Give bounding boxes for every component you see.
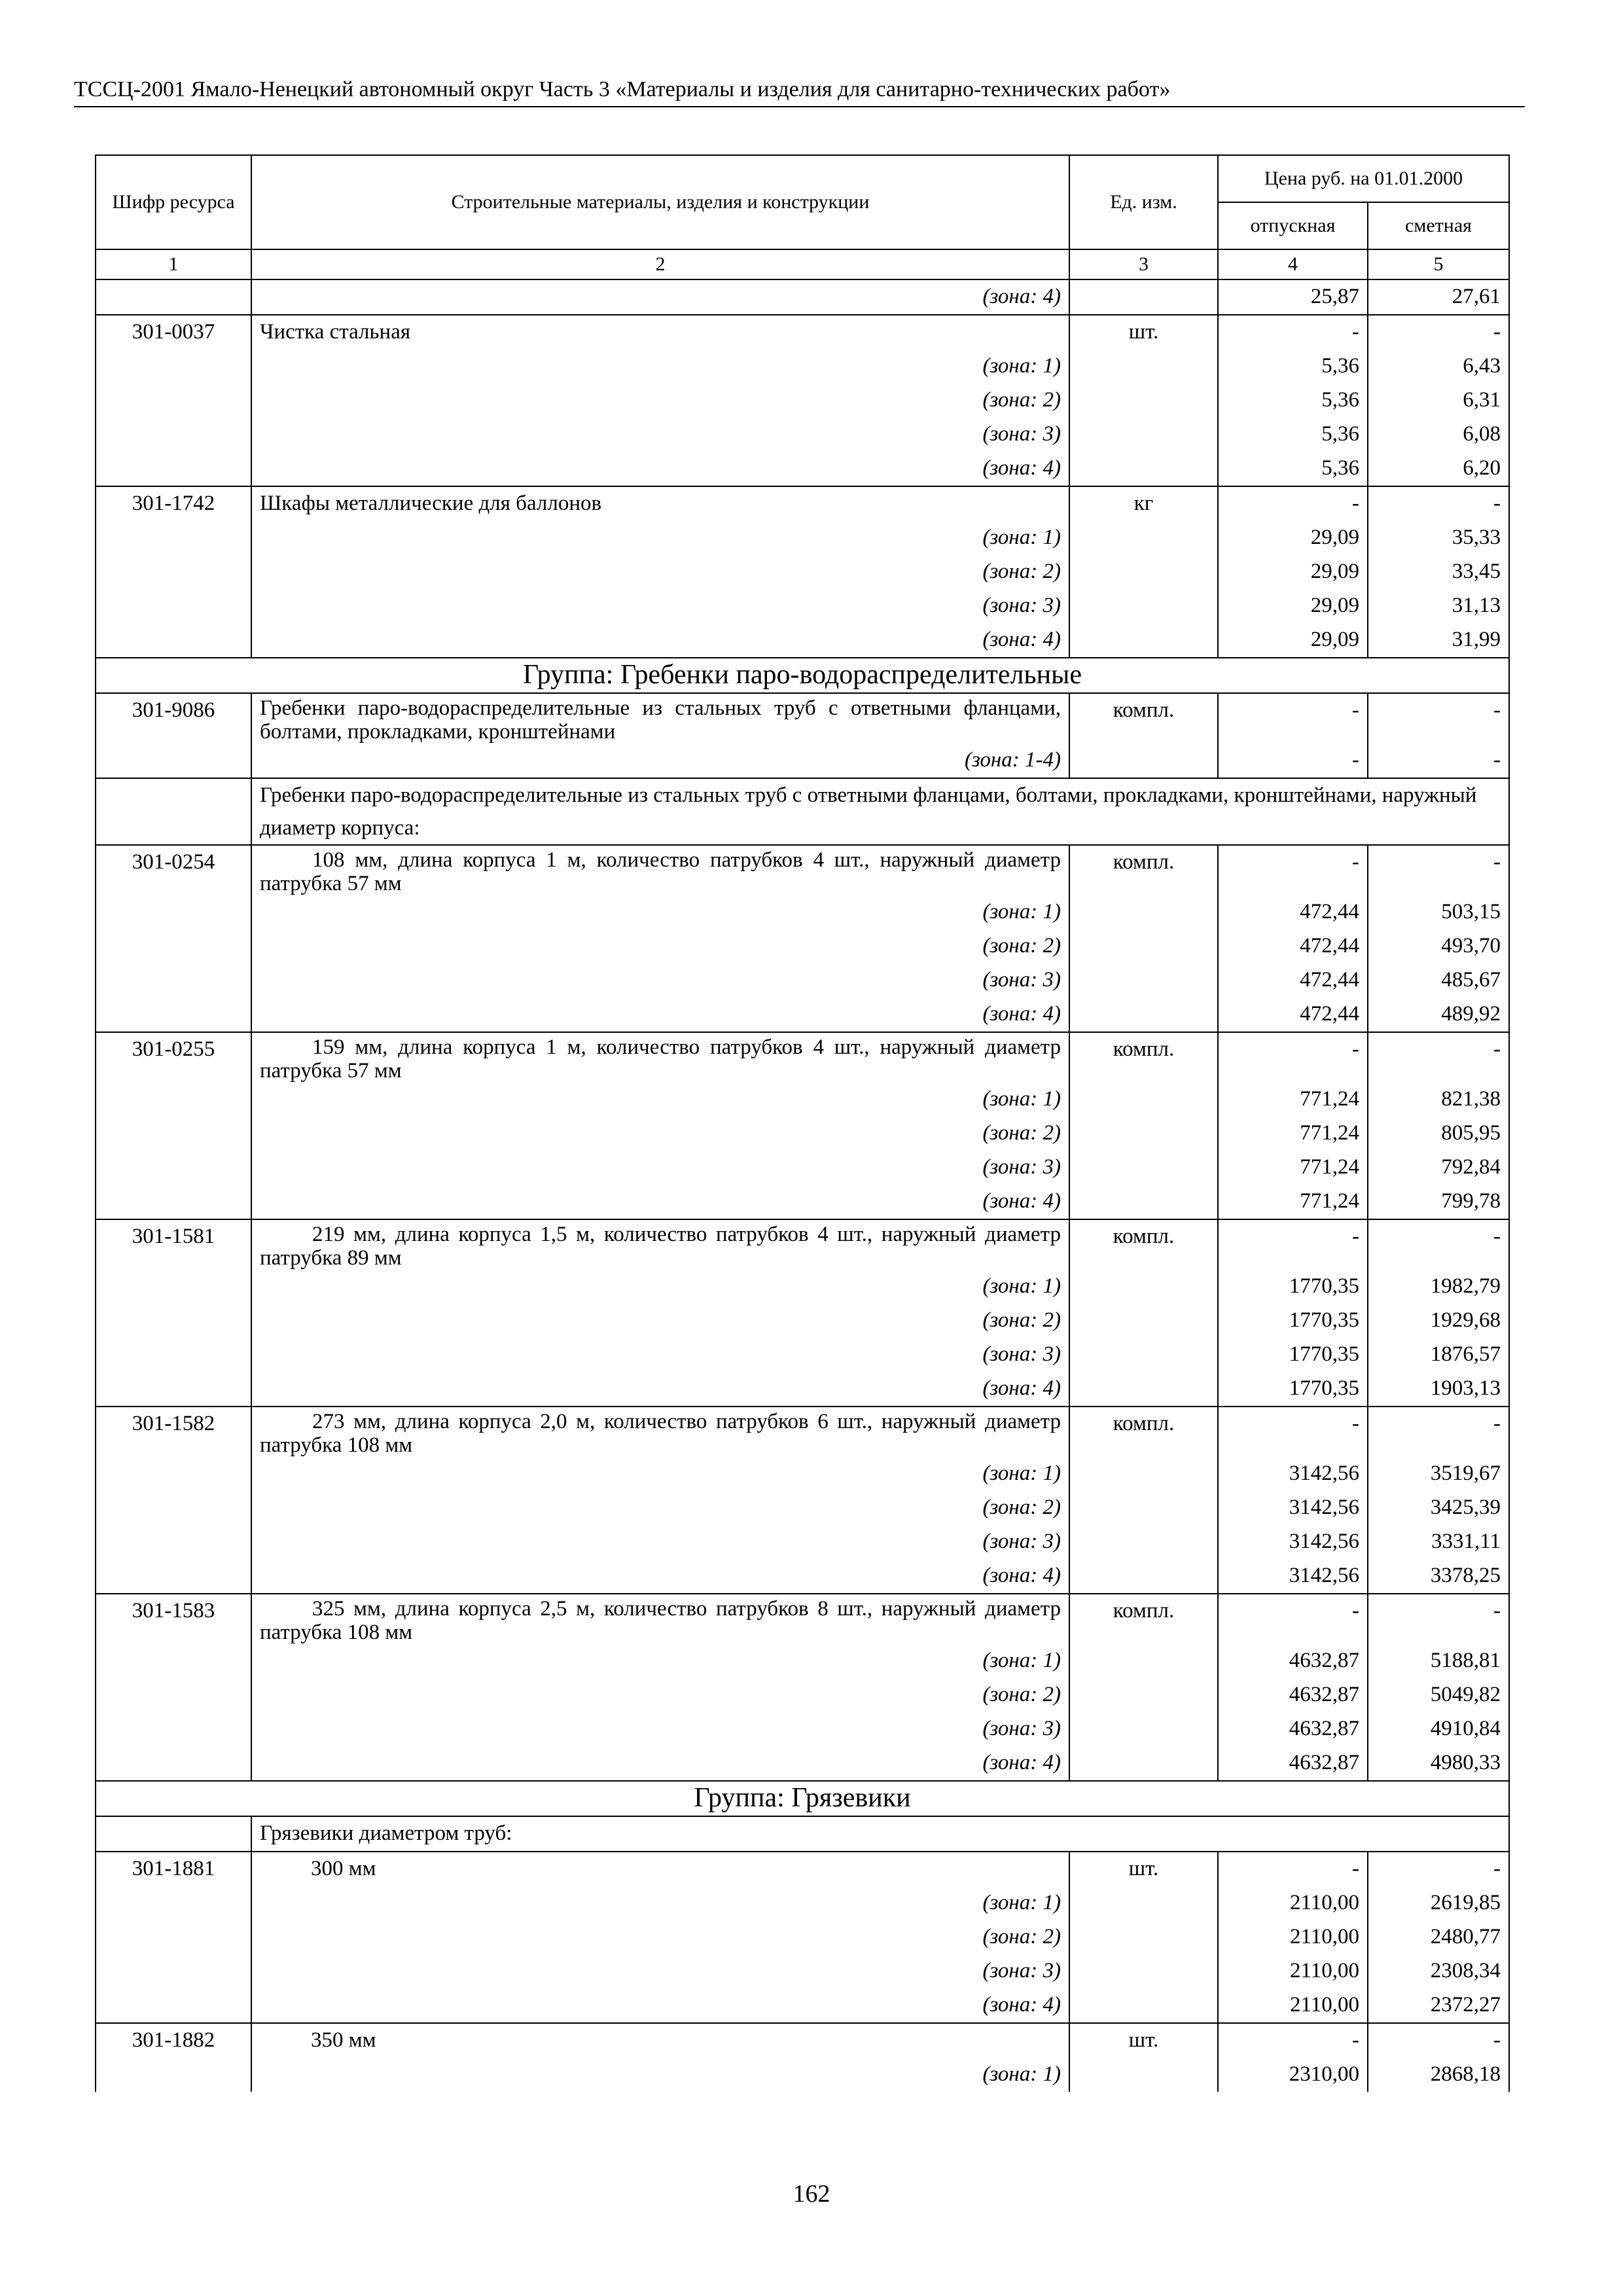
estimate-price: 1876,57	[1368, 1338, 1509, 1372]
zone-label: (зона: 3)	[251, 1954, 1069, 1988]
zone-label: (зона: 3)	[251, 963, 1069, 997]
zone-label: (зона: 3)	[251, 1338, 1069, 1372]
table-row	[96, 1372, 1509, 1407]
unit: компл.	[1069, 1407, 1218, 1457]
table-row	[96, 1525, 1509, 1559]
table-row	[96, 693, 1509, 744]
release-price: 1770,35	[1218, 1270, 1368, 1304]
zone-label: (зона: 4)	[251, 1746, 1069, 1781]
table-row	[96, 1852, 1509, 1886]
zone-label: (зона: 2)	[251, 384, 1069, 418]
item-name: 350 мм	[251, 2023, 1069, 2058]
estimate-price: -	[1368, 1594, 1509, 1644]
release-price: 3142,56	[1218, 1491, 1368, 1525]
resource-code: 301-0255	[96, 1032, 251, 1083]
estimate-price: 3378,25	[1368, 1559, 1509, 1594]
table-row	[96, 452, 1509, 486]
release-price: -	[1218, 1407, 1368, 1457]
estimate-price: 6,31	[1368, 384, 1509, 418]
table-row	[96, 1559, 1509, 1594]
estimate-price: 485,67	[1368, 963, 1509, 997]
subheading-row	[96, 1816, 1509, 1852]
release-price: 4632,87	[1218, 1644, 1368, 1678]
release-price: -	[1218, 1594, 1368, 1644]
estimate-price: 3519,67	[1368, 1457, 1509, 1491]
estimate-price: -	[1368, 693, 1509, 744]
group-heading-row	[96, 1781, 1509, 1816]
table-row	[96, 1712, 1509, 1746]
estimate-price: -	[1368, 1219, 1509, 1270]
release-price: -	[1218, 315, 1368, 350]
release-price: 3142,56	[1218, 1457, 1368, 1491]
zone-label: (зона: 1)	[251, 895, 1069, 929]
zone-label: (зона: 4)	[251, 1372, 1069, 1407]
zone-label: (зона: 1)	[251, 2058, 1069, 2092]
table-row	[96, 895, 1509, 929]
estimate-price: 2868,18	[1368, 2058, 1509, 2092]
resource-code: 301-1881	[96, 1852, 251, 1886]
group-heading: Группа: Гребенки паро-водораспределительные	[96, 658, 1509, 693]
release-price: 1770,35	[1218, 1304, 1368, 1338]
item-name: 219 мм, длина корпуса 1,5 м, количество патрубков 4 шт., наружный диаметр патрубка 89 мм	[251, 1219, 1069, 1270]
zone-label: (зона: 2)	[251, 1117, 1069, 1151]
table-row	[96, 1270, 1509, 1304]
zone-label: (зона: 2)	[251, 1920, 1069, 1954]
header-price: Цена руб. на 01.01.2000	[1218, 155, 1509, 202]
release-price: -	[1218, 486, 1368, 521]
estimate-price: 3425,39	[1368, 1491, 1509, 1525]
group-heading: Группа: Грязевики	[96, 1781, 1509, 1816]
release-price: 29,09	[1218, 623, 1368, 658]
estimate-price: -	[1368, 744, 1509, 778]
release-price: 771,24	[1218, 1151, 1368, 1185]
release-price: 1770,35	[1218, 1338, 1368, 1372]
table-row	[96, 1594, 1509, 1644]
table-row	[96, 2023, 1509, 2058]
resource-code: 301-9086	[96, 693, 251, 744]
zone-label: (зона: 3)	[251, 418, 1069, 452]
unit: компл.	[1069, 1219, 1218, 1270]
zone-label: (зона: 1)	[251, 1644, 1069, 1678]
header-unit: Ед. изм.	[1069, 155, 1218, 249]
zone-label: (зона: 2)	[251, 1491, 1069, 1525]
zone-label: (зона: 2)	[251, 1304, 1069, 1338]
release-price: -	[1218, 1032, 1368, 1083]
release-price: 771,24	[1218, 1117, 1368, 1151]
resource-code: 301-0037	[96, 315, 251, 350]
item-name: 108 мм, длина корпуса 1 м, количество патрубков 4 шт., наружный диаметр патрубка 57 мм	[251, 845, 1069, 895]
estimate-price: 792,84	[1368, 1151, 1509, 1185]
table-row	[96, 1954, 1509, 1988]
estimate-price: 2372,27	[1368, 1988, 1509, 2023]
resource-code: 301-0254	[96, 845, 251, 895]
zone-label: (зона: 4)	[251, 1559, 1069, 1594]
release-price: 5,36	[1218, 384, 1368, 418]
zone-label: (зона: 3)	[251, 1151, 1069, 1185]
estimate-price: 4980,33	[1368, 1746, 1509, 1781]
release-price: 472,44	[1218, 929, 1368, 963]
col-number: 5	[1368, 249, 1509, 279]
estimate-price: 489,92	[1368, 997, 1509, 1032]
zone-label: (зона: 1)	[251, 350, 1069, 384]
estimate-price: -	[1368, 2023, 1509, 2058]
estimate-price: -	[1368, 315, 1509, 350]
estimate-price: 27,61	[1368, 279, 1509, 315]
item-name: 300 мм	[251, 1852, 1069, 1886]
table-row	[96, 963, 1509, 997]
release-price: 3142,56	[1218, 1525, 1368, 1559]
table-row	[96, 845, 1509, 895]
table-row	[96, 1338, 1509, 1372]
header-release-price: отпускная	[1218, 202, 1368, 249]
table-row	[96, 350, 1509, 384]
table-row	[96, 623, 1509, 658]
table-row	[96, 1678, 1509, 1712]
estimate-price: 6,43	[1368, 350, 1509, 384]
unit: компл.	[1069, 693, 1218, 744]
release-price: 29,09	[1218, 589, 1368, 623]
release-price: 771,24	[1218, 1185, 1368, 1219]
estimate-price: -	[1368, 1852, 1509, 1886]
release-price: 472,44	[1218, 963, 1368, 997]
zone-label: (зона: 4)	[251, 279, 1069, 315]
estimate-price: 5049,82	[1368, 1678, 1509, 1712]
estimate-price: 1929,68	[1368, 1304, 1509, 1338]
estimate-price: 1982,79	[1368, 1270, 1509, 1304]
zone-label: (зона: 1-4)	[251, 744, 1069, 778]
subheading-row	[96, 778, 1509, 845]
table-row	[96, 1032, 1509, 1083]
table-row	[96, 1457, 1509, 1491]
subheading: Грязевики диаметром труб:	[251, 1816, 1509, 1852]
estimate-price: 503,15	[1368, 895, 1509, 929]
release-price: 4632,87	[1218, 1746, 1368, 1781]
unit: шт.	[1069, 1852, 1218, 1886]
table-row	[96, 315, 1509, 350]
resource-code: 301-1742	[96, 486, 251, 521]
zone-label: (зона: 3)	[251, 1712, 1069, 1746]
release-price: 1770,35	[1218, 1372, 1368, 1407]
estimate-price: 2619,85	[1368, 1886, 1509, 1920]
table-row	[96, 1491, 1509, 1525]
estimate-price: 799,78	[1368, 1185, 1509, 1219]
release-price: 29,09	[1218, 555, 1368, 589]
resource-code: 301-1583	[96, 1594, 251, 1644]
table-row	[96, 384, 1509, 418]
table-row	[96, 1644, 1509, 1678]
item-name: 273 мм, длина корпуса 2,0 м, количество патрубков 6 шт., наружный диаметр патрубка 108 мм	[251, 1407, 1069, 1457]
header-code: Шифр ресурса	[96, 155, 251, 249]
release-price: 2110,00	[1218, 1886, 1368, 1920]
table-row	[96, 418, 1509, 452]
estimate-price: 493,70	[1368, 929, 1509, 963]
table-row	[96, 2058, 1509, 2092]
table-row	[96, 1219, 1509, 1270]
subheading: Гребенки паро-водораспределительные из стальных труб с ответными фланцами, болтами, прокладками, кронштейнами, наружный диаметр корпуса:	[251, 778, 1509, 845]
unit: шт.	[1069, 2023, 1218, 2058]
table-row	[96, 555, 1509, 589]
page-number: 162	[793, 2180, 830, 2208]
release-price: 472,44	[1218, 895, 1368, 929]
estimate-price: 805,95	[1368, 1117, 1509, 1151]
item-name: Чистка стальная	[251, 315, 1069, 350]
item-name: 159 мм, длина корпуса 1 м, количество патрубков 4 шт., наружный диаметр патрубка 57 мм	[251, 1032, 1069, 1083]
table-row	[96, 1185, 1509, 1219]
col-number: 1	[96, 249, 251, 279]
table-row	[96, 486, 1509, 521]
release-price: -	[1218, 744, 1368, 778]
zone-label: (зона: 4)	[251, 452, 1069, 486]
table-row	[96, 997, 1509, 1032]
estimate-price: -	[1368, 486, 1509, 521]
release-price: 2110,00	[1218, 1954, 1368, 1988]
table-row	[96, 929, 1509, 963]
release-price: 4632,87	[1218, 1678, 1368, 1712]
item-name: Гребенки паро-водораспределительные из стальных труб с ответными фланцами, болтами, прокладками, кронштейнами	[251, 693, 1069, 744]
zone-label: (зона: 4)	[251, 1185, 1069, 1219]
release-price: 4632,87	[1218, 1712, 1368, 1746]
table-row	[96, 1304, 1509, 1338]
release-price: 5,36	[1218, 452, 1368, 486]
header-name: Строительные материалы, изделия и конструкции	[251, 155, 1069, 249]
estimate-price: 33,45	[1368, 555, 1509, 589]
release-price: 3142,56	[1218, 1559, 1368, 1594]
estimate-price: 6,20	[1368, 452, 1509, 486]
zone-label: (зона: 4)	[251, 1988, 1069, 2023]
release-price: 472,44	[1218, 997, 1368, 1032]
table-row	[96, 1988, 1509, 2023]
col-number: 4	[1218, 249, 1368, 279]
unit: кг	[1069, 486, 1218, 521]
estimate-price: 4910,84	[1368, 1712, 1509, 1746]
unit: компл.	[1069, 845, 1218, 895]
table-row	[96, 279, 1509, 315]
unit: компл.	[1069, 1032, 1218, 1083]
release-price: 2110,00	[1218, 1988, 1368, 2023]
release-price: 771,24	[1218, 1083, 1368, 1117]
estimate-price: -	[1368, 1032, 1509, 1083]
estimate-price: 6,08	[1368, 418, 1509, 452]
table-row	[96, 1407, 1509, 1457]
estimate-price: 5188,81	[1368, 1644, 1509, 1678]
estimate-price: 35,33	[1368, 521, 1509, 555]
release-price: -	[1218, 845, 1368, 895]
estimate-price: 2480,77	[1368, 1920, 1509, 1954]
item-name: 325 мм, длина корпуса 2,5 м, количество патрубков 8 шт., наружный диаметр патрубка 108 мм	[251, 1594, 1069, 1644]
zone-label: (зона: 1)	[251, 1083, 1069, 1117]
document-header: ТССЦ-2001 Ямало-Ненецкий автономный округ Часть 3 «Материалы и изделия для санитарно-технических работ»	[74, 73, 1525, 107]
table-row	[96, 744, 1509, 778]
item-name: Шкафы металлические для баллонов	[251, 486, 1069, 521]
unit: шт.	[1069, 315, 1218, 350]
release-price: 5,36	[1218, 350, 1368, 384]
release-price: 2310,00	[1218, 2058, 1368, 2092]
group-heading-row	[96, 658, 1509, 693]
table-row	[96, 1746, 1509, 1781]
table-row	[96, 1151, 1509, 1185]
zone-label: (зона: 4)	[251, 997, 1069, 1032]
zone-label: (зона: 1)	[251, 1270, 1069, 1304]
zone-label: (зона: 4)	[251, 623, 1069, 658]
table-row	[96, 589, 1509, 623]
table-row	[96, 1886, 1509, 1920]
table-row	[96, 1083, 1509, 1117]
release-price: -	[1218, 693, 1368, 744]
release-price: 5,36	[1218, 418, 1368, 452]
table-row	[96, 1117, 1509, 1151]
zone-label: (зона: 3)	[251, 589, 1069, 623]
col-number: 3	[1069, 249, 1218, 279]
release-price: 29,09	[1218, 521, 1368, 555]
release-price: -	[1218, 1852, 1368, 1886]
estimate-price: 31,13	[1368, 589, 1509, 623]
zone-label: (зона: 2)	[251, 555, 1069, 589]
header-estimate-price: сметная	[1368, 202, 1509, 249]
col-number: 2	[251, 249, 1069, 279]
zone-label: (зона: 1)	[251, 1886, 1069, 1920]
zone-label: (зона: 3)	[251, 1525, 1069, 1559]
resource-code: 301-1582	[96, 1407, 251, 1457]
table-header	[96, 155, 1509, 279]
estimate-price: -	[1368, 1407, 1509, 1457]
estimate-price: 31,99	[1368, 623, 1509, 658]
zone-label: (зона: 1)	[251, 1457, 1069, 1491]
estimate-price: -	[1368, 845, 1509, 895]
resource-code: 301-1581	[96, 1219, 251, 1270]
table-row	[96, 1920, 1509, 1954]
estimate-price: 3331,11	[1368, 1525, 1509, 1559]
unit: компл.	[1069, 1594, 1218, 1644]
zone-label: (зона: 2)	[251, 1678, 1069, 1712]
release-price: 2110,00	[1218, 1920, 1368, 1954]
estimate-price: 821,38	[1368, 1083, 1509, 1117]
zone-label: (зона: 2)	[251, 929, 1069, 963]
estimate-price: 1903,13	[1368, 1372, 1509, 1407]
table-row	[96, 521, 1509, 555]
zone-label: (зона: 1)	[251, 521, 1069, 555]
release-price: 25,87	[1218, 279, 1368, 315]
estimate-price: 2308,34	[1368, 1954, 1509, 1988]
resource-code: 301-1882	[96, 2023, 251, 2058]
price-table	[95, 154, 1510, 2092]
release-price: -	[1218, 1219, 1368, 1270]
release-price: -	[1218, 2023, 1368, 2058]
